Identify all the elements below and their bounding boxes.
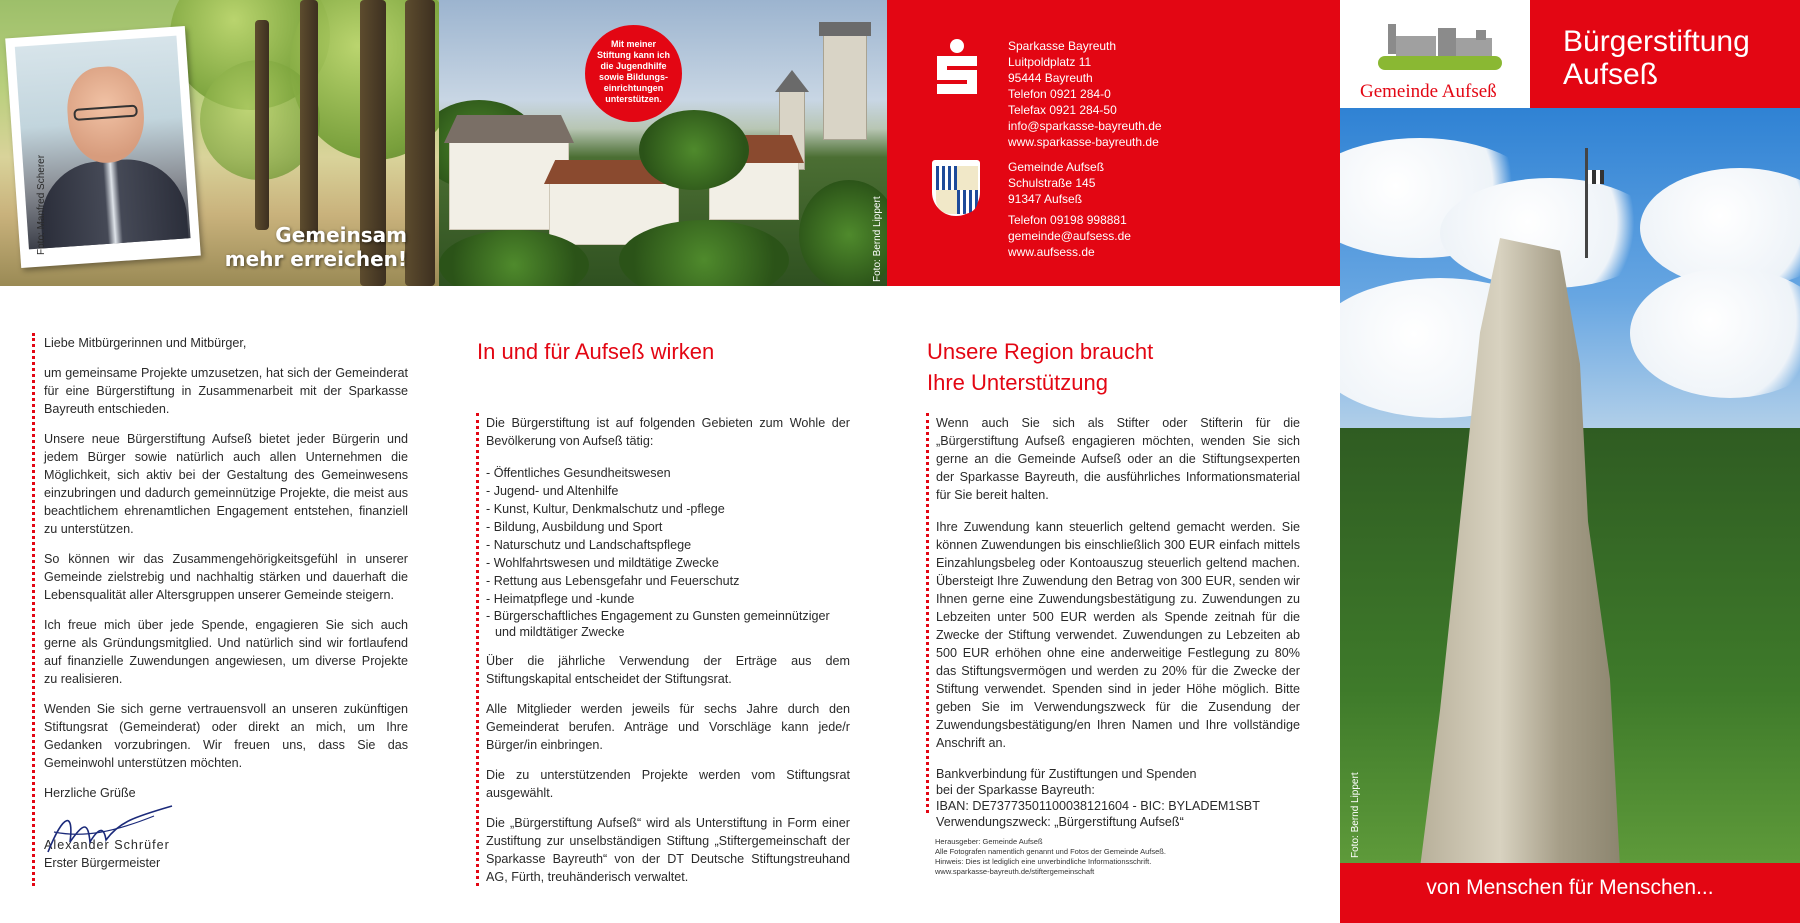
purposes-intro: Die Bürgerstiftung ist auf folgenden Gebieten zum Wohle der Bevölkerung von Aufseß tätig: — [486, 416, 850, 448]
coat-of-arms-icon — [932, 160, 980, 216]
purposes-column — [486, 414, 850, 898]
column3-heading: Unsere Region braucht Ihre Unterstützung — [927, 339, 1154, 395]
letter-paragraph: Wenden Sie sich gerne vertrauensvoll an unseren zukünftigen Stiftungsrat (Gemeinderat) oder direkt an mich, um Ihre Gedanken vorzubringen. Wir freuen uns, dass Sie das Gemeinwohl unterstützen möchten. — [44, 702, 408, 770]
letter-paragraph: Unsere neue Bürgerstiftung Aufseß bietet jeder Bürgerin und jedem Bürger sowie natürlich auch allen Unternehmen die Möglichkeit, sich aktiv bei der Gestaltung des Gemeinwesens einzubringen und dadurch gemeinnützige Projekte, die meist aus beachtlichem ehrenamtlichen Engagement entstehen, finanziell zu unterstützen. — [44, 432, 408, 536]
column2-paragraph: Die zu unterstützenden Projekte werden vom Stiftungsrat ausgewählt. — [486, 768, 850, 800]
list-item: - Naturschutz und Landschaftspflege — [486, 538, 692, 552]
dotted-divider — [926, 413, 929, 813]
sparkasse-logo-icon — [933, 38, 981, 100]
sparkasse-email[interactable]: info@sparkasse-bayreuth.de — [1008, 119, 1162, 133]
purposes-list — [486, 464, 850, 640]
photo-credit-village: Foto: Bernd Lippert — [872, 196, 883, 282]
list-item: - Rettung aus Lebensgefahr und Feuerschutz — [486, 574, 740, 588]
gemeinde-address: Gemeinde Aufseß Schulstraße 145 91347 Aufseß — [1008, 160, 1105, 206]
column3-paragraph: Ihre Zuwendung kann steuerlich geltend gemacht werden. Sie können Zuwendungen bis einschließlich 300 EUR einfach mittels Einzahlungsbeleg oder Kontoauszug steuerlich geltend machen. Übersteigt Ihre Zuwendung den Betrag von 300 EUR, senden wir Ihnen gerne eine Zuwendungsbestätigung zu. Zuwendungen zu Lebzeiten unter 500 EUR werden als Spende zeitnah für die Zwecke der Stiftung verwendet. Zuwendungen zu Lebzeiten ab 500 EUR erhöhen ohne eine anderweitige Festlegung zu 80% das Stiftungsvermögen und werden zu 20% für die Zwecke der Stiftung verwendet. Spenden sind in jeder Höhe möglich. Bitte geben Sie im Verwendungszweck für die Zusendung der Zuwendungsbestätigung/en Ihren Namen und Ihre vollständige Anschrift an. — [936, 520, 1300, 750]
support-column — [936, 414, 1300, 830]
column3-paragraph: Wenn auch Sie sich als Stifter oder Stifterin für die „Bürgerstiftung Aufseß engagieren möchten, wenden Sie sich gerne an die Gemeinde Aufseß oder an die Stiftungsexperten der Sparkasse Bayreuth, die ausführliches Informationsmaterial für Sie bereit halten. — [936, 416, 1300, 502]
column2-paragraph: Die „Bürgerstiftung Aufseß“ wird als Unterstiftung in Form einer Zustiftung zur unselbständigen Stiftung „Stiftergemeinschaft der Sparkasse Bayreuth“ von der DT Deutsche Stiftungstreuhand AG, Fürth, treuhänderisch verwaltet. — [486, 816, 850, 884]
gemeinde-website[interactable]: www.aufsess.de — [1008, 245, 1095, 259]
letter-paragraph: So können wir das Zusammengehörigkeitsgefühl in unserer Gemeinde zielstrebig und nachhaltig stärken und dauerhaft die Lebensqualität aller Altersgruppen unserer Gemeinde steigern. — [44, 552, 408, 602]
photo-rock-formation — [1340, 108, 1800, 863]
list-item: - Bildung, Ausbildung und Sport — [486, 520, 663, 534]
closing: Herzliche Grüße — [44, 786, 136, 800]
signer-name: Alexander Schrüfer — [44, 838, 170, 852]
list-item: - Öffentliches Gesundheitswesen — [486, 466, 671, 480]
signature-icon — [44, 802, 174, 857]
mayor-portrait — [5, 26, 201, 268]
photo-credit-rock: Foto: Bernd Lippert — [1350, 772, 1361, 858]
bank-details: Bankverbindung für Zustiftungen und Spenden bei der Sparkasse Bayreuth: IBAN: DE73773501100038121604 - BIC: BYLADEM1SBT Verwendungszweck: „Bürgerstiftung Aufseß“ — [936, 766, 1300, 830]
list-item: - Kunst, Kultur, Denkmalschutz und -pflege — [486, 502, 725, 516]
imprint-link[interactable]: www.sparkasse-bayreuth.de/stiftergemeinschaft — [935, 867, 1095, 876]
sparkasse-website[interactable]: www.sparkasse-bayreuth.de — [1008, 135, 1159, 149]
footer-tagline: von Menschen für Menschen... — [1426, 876, 1714, 899]
column2-paragraph: Über die jährliche Verwendung der Erträge aus dem Stiftungskapital entscheidet der Stiftungsrat. — [486, 654, 850, 686]
signer-title: Erster Bürgermeister — [44, 856, 161, 870]
column2-paragraph: Alle Mitglieder werden jeweils für sechs Jahre durch den Gemeinderat berufen. Anträge und Vorschläge kann jede/r Bürger/in einbringen. — [486, 702, 850, 752]
sparkasse-contact: Sparkasse Bayreuth Luitpoldplatz 11 95444 Bayreuth Telefon 0921 284-0 Telefax 0921 284-50 info@sparkasse-bayreuth.de www.sparkasse-bayreuth.de — [1008, 39, 1162, 149]
gemeinde-logo — [1340, 0, 1530, 108]
dotted-divider — [476, 413, 479, 886]
letter-column — [44, 334, 408, 872]
column2-heading: In und für Aufseß wirken — [477, 339, 715, 364]
gemeinde-email[interactable]: gemeinde@aufsess.de — [1008, 229, 1131, 243]
gemeinde-contact: Telefon 09198 998881 gemeinde@aufsess.de www.aufsess.de — [1008, 213, 1131, 259]
list-item: - Heimatpflege und -kunde — [486, 592, 635, 606]
dotted-divider — [32, 333, 35, 886]
slogan: Gemeinsam mehr erreichen! — [224, 223, 407, 271]
photo-tree-avenue — [0, 0, 439, 286]
logo-text: Gemeinde Aufseß — [1360, 81, 1497, 102]
salutation: Liebe Mitbürgerinnen und Mitbürger, — [44, 336, 247, 350]
list-item: - Wohlfahrtswesen und mildtätige Zwecke — [486, 556, 719, 570]
letter-paragraph: um gemeinsame Projekte umzusetzen, hat sich der Gemeinderat für eine Bürgerstiftung in Zusammenarbeit mit der Sparkasse Bayreuth entschieden. — [44, 366, 408, 416]
letter-paragraph: Ich freue mich über jede Spende, engagieren Sie sich auch gerne als Gründungsmitglied. Und natürlich sind wir fortlaufend auf finanzielle Zuwendungen angewiesen, um diverse Projekte zu realisieren. — [44, 618, 408, 686]
photo-credit-portrait: Foto: Manfred Scherer — [36, 154, 47, 255]
imprint: Herausgeber: Gemeinde Aufseß Alle Fotografen namentlich genannt und Fotos der Gemeinde Aufseß. Hinweis: Dies ist lediglich eine unverbindliche Informationsschrift. www.sparkasse-bayreuth.de/stiftergemeinschaft — [935, 837, 1166, 876]
quote-badge: Mit meiner Stiftung kann ich die Jugendhilfe sowie Bildungs-einrichtungen unterstützen. — [585, 25, 682, 122]
list-item: - Bürgerschaftliches Engagement zu Gunsten gemeinnütziger und mildtätiger Zwecke — [486, 609, 830, 639]
brochure-title: Bürgerstiftung Aufseß — [1563, 25, 1750, 91]
castle-logo-icon — [1378, 14, 1502, 80]
list-item: - Jugend- und Altenhilfe — [486, 484, 619, 498]
iban: IBAN: DE73773501100038121604 - BIC: BYLADEM1SBT — [936, 799, 1260, 813]
